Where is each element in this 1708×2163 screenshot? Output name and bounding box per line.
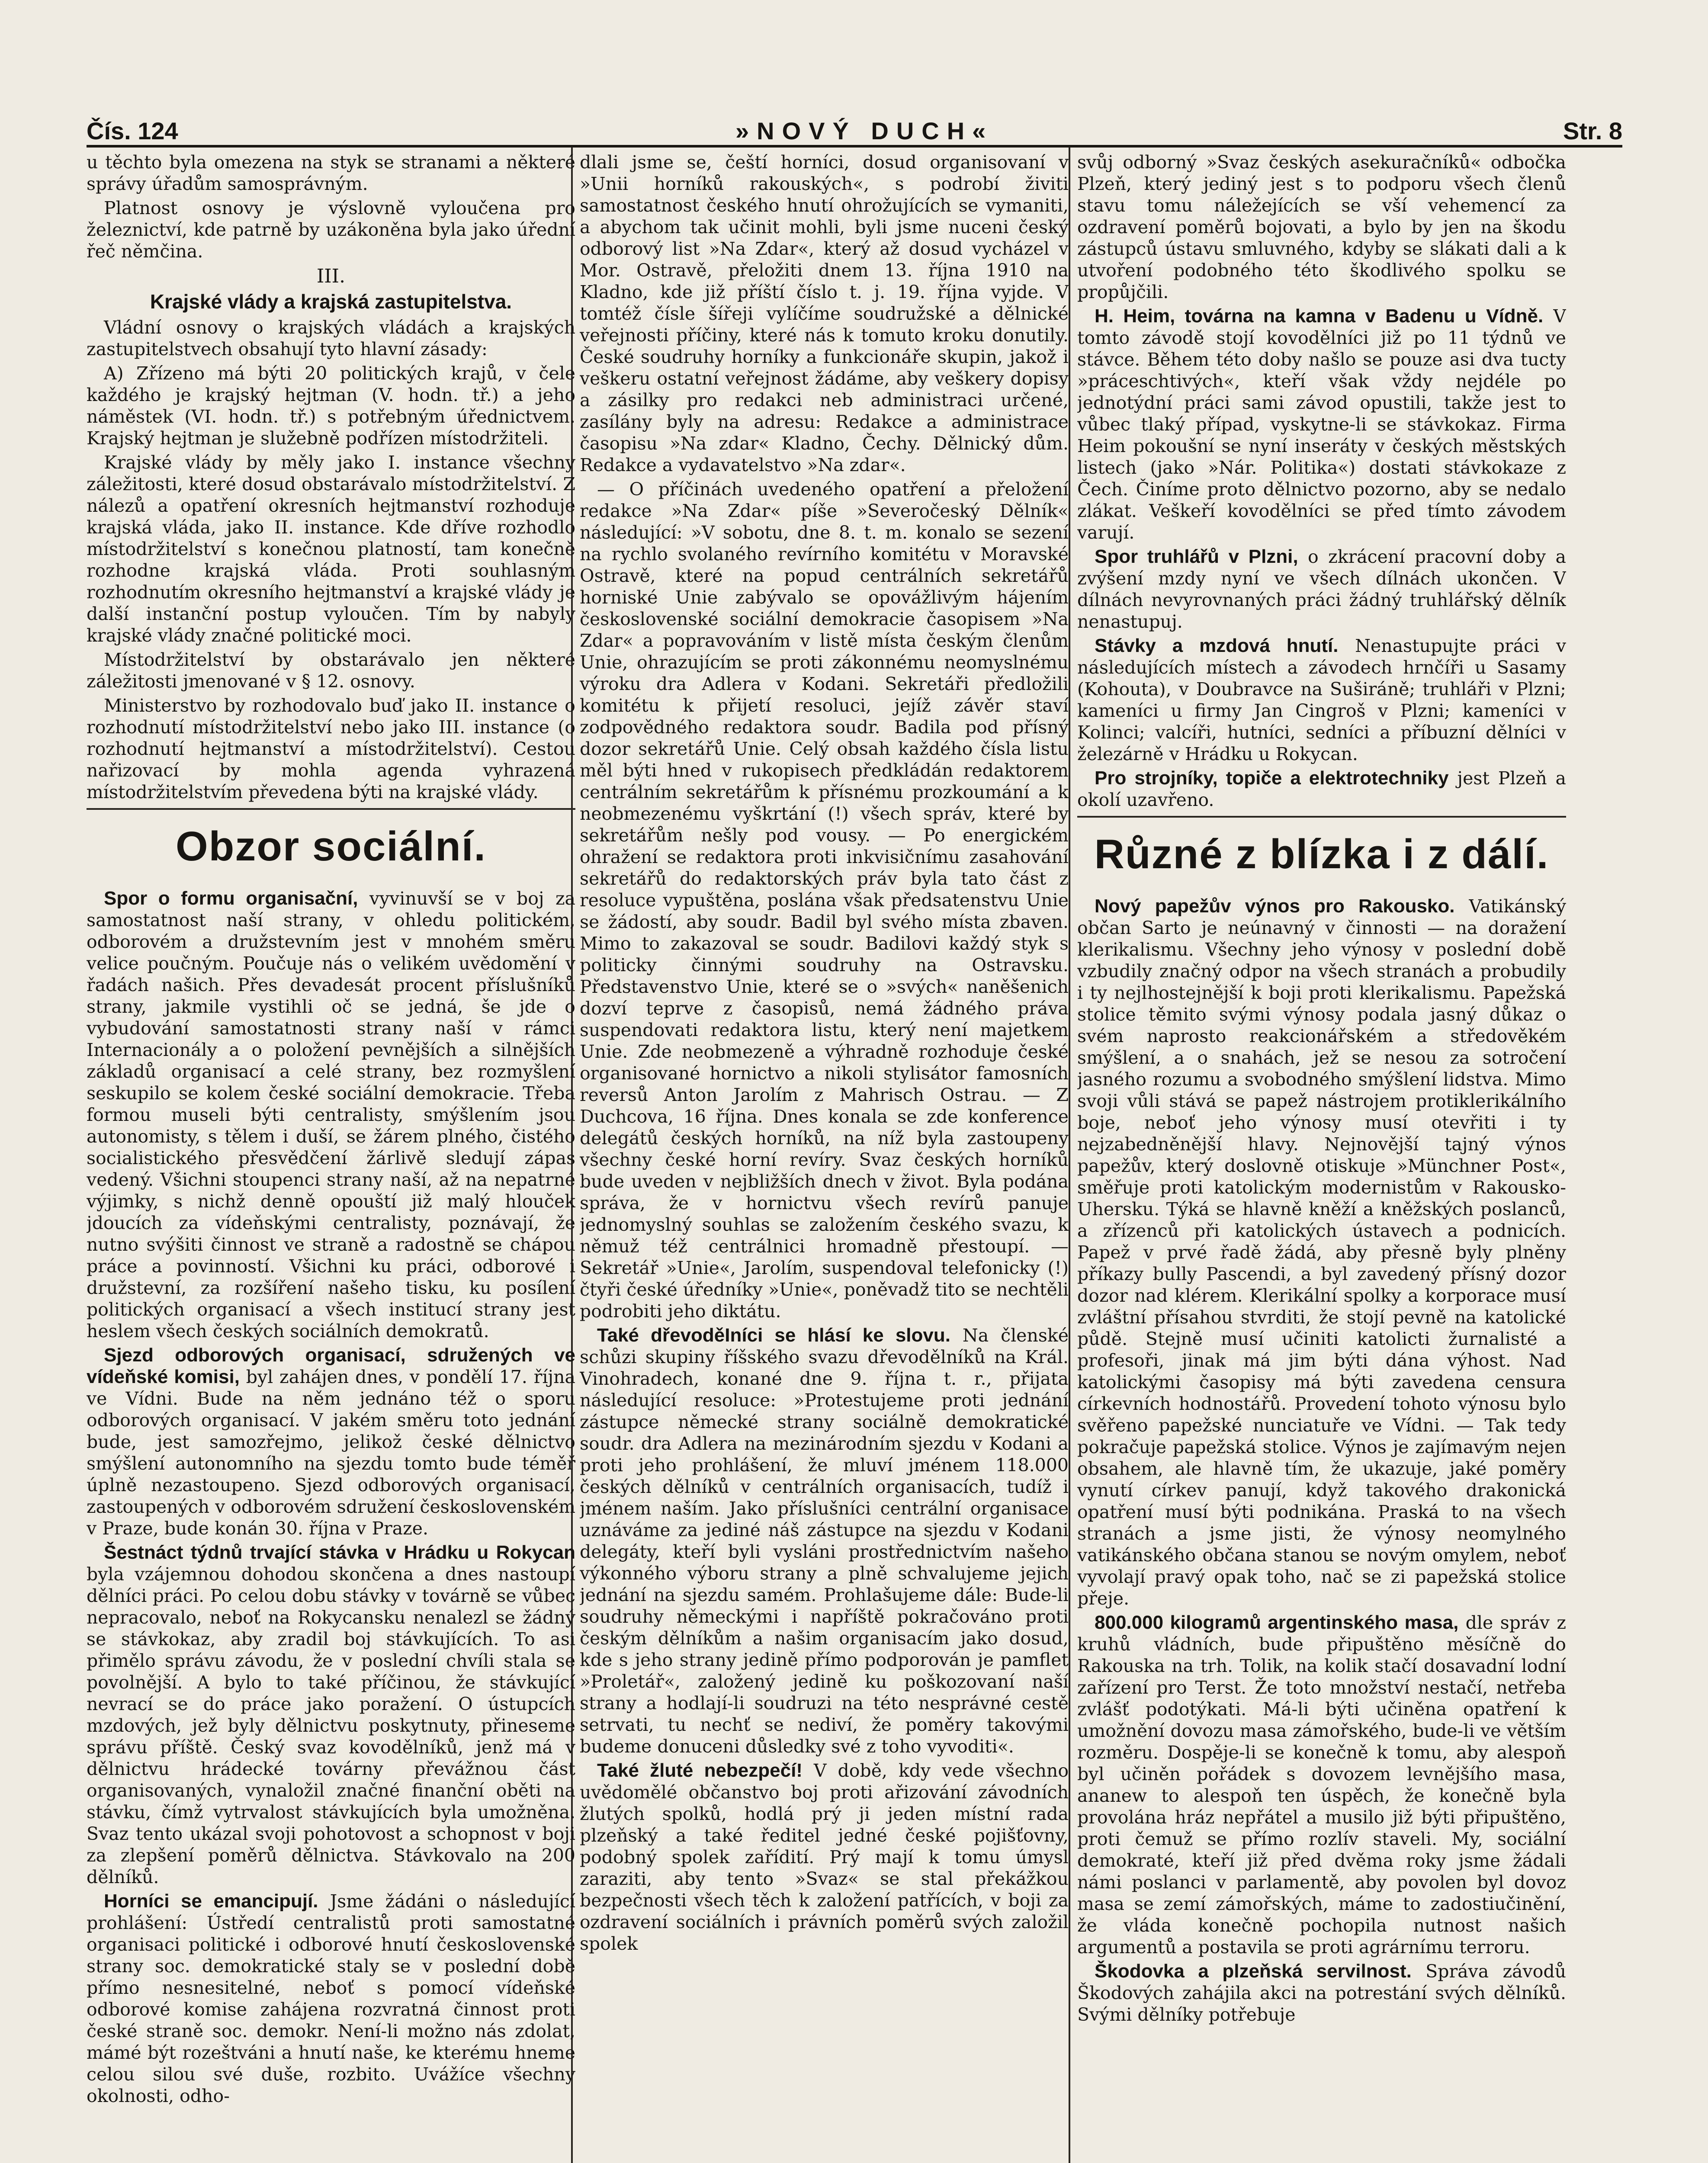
- article-lead: Také dřevoděIníci se hlásí ke slovu.: [597, 1325, 950, 1346]
- section-number: III.: [316, 265, 346, 287]
- paragraph: Platnost osnovy je výslovně vyloučena pro železnictví, kde patrně by uzákoněna byla jako úřední řeč němčina.: [87, 198, 575, 262]
- article-body: byla vzájemnou dohodou skončena a dnes nastoupí dělníci práci. Po celou dobu stávky v továrně se vůbec nepracovalo, neboť na Rokycansku nenalezl se žádný se stávkokaz, aby zradil boj stávkujících. To asi přimělo správu závodu, že v poslední chvíli stala se povolnější. A bylo to také příčinou, že stávkující nevrací se do práce jako poražení. O ústupcích mzdových, jež byly dělnictvu poskytnuty, přineseme správu příště. Český svaz kovodělníků, jenž má v dělnictvu hrádecké továrny převážnou část organisovaných, vynaložil značné finanční oběti na stávku, čímž vytrvalost stávkujících byla umožněna. Svaz tento ukázal svoji pohotovost a schopnost v boji za zlepšení poměrů dělnictva. Stávkovalo na 200 dělníků.: [87, 1564, 575, 1887]
- article: [580, 1325, 1069, 1757]
- article: [1077, 767, 1566, 811]
- paragraph: u těchto byla omezena na styk se stranami a některé správy úřadům samosprávným.: [87, 152, 575, 194]
- article: [1077, 1961, 1566, 2025]
- article-lead: Nový papežův výnos pro Rakousko.: [1095, 895, 1455, 917]
- article-lead: Spor o formu organisační,: [104, 888, 358, 909]
- article-body: jest Plzeň a okolí uzavřeno.: [1077, 768, 1566, 810]
- article-body: V tomto závodě stojí kovodělníci již po 11 týdnů ve stávce. Během této doby našlo se pouze asi dva tucty »práceschtivých«, kteří však vždy nejdéle po jednotýdní práci sami závod opustili, takže jest to vůbec tlaký případ, vyskytne-li se stávkokaz. Firma Heim pokoušní se nyní inseráty v českých městských listech (jako »Nár. Politika«) dostati stávkokaze z Čech. Činíme proto dělnictvo pozorno, aby se nedalo zlákat. Veškeří kovodělníci se před tímto závodem varují.: [1077, 306, 1566, 543]
- paragraph: A) Zřízeno má býti 20 politických krajů, v čele každého je krajský hejtman (V. hodn. tř.) a jeho náměstek (VI. hodn. tř.) s potřebným úřednictvem. Krajský hejtman je služebně podřízen místodržiteli.: [87, 363, 575, 449]
- article-body: Na členské schůzi skupiny říšského svazu dřevodělníků na Král. Vinohradech, konané dne 9. října t. r., přijata následující resoluce: »Protestujeme proti jednání zástupce německé strany sociálně demokratické soudr. dra Adlera na mezinárodním sjezdu v Kodani a proti jeho prohlášení, že mluví jménem 118.000 českých dělníků v centrálních organisacích, tudíž i jménem naším. Jako příslušníci centrální organisace uznáváme za jediné náš zástupce na sjezdu v Kodani delegáty, kteří byli vysláni prostřednictvím našeho výkonného výboru strany a plně schvalujeme jejich jednání na sjezdu samém. Prohlašujeme dále: Bude-li soudruhy německými i napříště pokračováno proti českým dělníkům a našim organisacím jako dosud, kde s jeho strany jedině přímo podporován je pamflet »Proletář«, založený jedině ku poškozovaní naší strany a hodlají-li soudruzi na této nesprávné cestě setrvati, tu nechť se nediví, že poměry takovými budeme donuceni důsledky své z toho vyvoditi«.: [580, 1325, 1069, 1757]
- article-body: V době, kdy vede všechno uvědomělé občanstvo boj proti ařizování závodních žlutých spolků, hodlá prý ji jeden místní rada plzeňský a také ředitel jedné české pojišťovny, podobný spolek zařídití. Prý mají k tomu úmysl zaraziti, aby tento »Svaz« se stal překážkou bezpečnosti všech těch k založení patřících, v boji za ozdravení sociálních i právních poměrů svých založil spolek: [580, 1760, 1069, 1954]
- article: [1077, 895, 1566, 1609]
- article-body: vyvinuvší se v boj za samostatnost naší strany, v ohledu politickém, odborovém a družstevním jest v mnohém směru velice poučným. Poučuje nás o velikém uvědomění v řadách našich. Přes devadesát procent příslušníků strany, jakmile vystihli oč se jedná, še jde o vybudování samostatnosti strany naší v rámci Internacionály a o položení pevnějších a silnějších základů organisací a celé strany, bez rozmyšlení seskupilo se kolem české sociální demokracie. Třeba formou museli býti centralisty, smýšlením jsou autonomisty, s tělem i duší, se žárem plného, čistého socialistického přesvědčení žárlivě sledují zápas vedený. Všichni stoupenci strany naší, až na nepatrné výjimky, s nichž denně opouští již malý hlouček jdoucích za vídeňskými centralisty, poznávají, že nutno svýšiti činnost ve straně a radostně se chápou práce a povinností. Všichni ku práci, odborové i družstevní, za rozšíření našeho tisku, ku posílení politických organisací a všech institucí strany jest heslem všech českých sociálních demokratů.: [87, 888, 575, 1341]
- article-lead: Také žluté nebezpečí!: [597, 1760, 803, 1781]
- newspaper-title: »NOVÝ DUCH«: [735, 117, 994, 144]
- paragraph: svůj odborný »Svaz českých asekuračníků« odbočka Plzeň, který jediný jest s to podporu všech členů stavu tomu náležejících se vší vehemencí za ozdravení poměrů bojovati, a bylo by jen na škodu zástupců ústavu smluvného, kdyby se slákati dali a k utvoření podobného této škodlivého spolku se propůjčili.: [1077, 152, 1566, 302]
- paragraph: dlali jsme se, čeští horníci, dosud organisovaní v »Unii horníků rakouských«, s podrobí živiti samostatnost českého hnutí ohrožujících se vymaniti, a abychom tak učinit mohli, byli jsme nuceni český odborový list »Na Zdar«, který až dosud vycházel v Mor. Ostravě, přeložiti dnem 13. října 1910 na Kladno, kde již příští číslo t. j. 19. října vyjde. V tomtéž čísle šířeji vylíčíme soudružské a dělnické veřejnosti příčiny, které nás k tomuto kroku donutily. České soudruhy horníky a funkcionáře skupin, jakož i veškeru ostatní veřejnost žádáme, aby veškery dopisy a zásilky pro redakci neb administraci určené, zasílány byly na adresu: Redakce a administrace časopisu »Na zdar« Kladno, Čechy. Dělnický dům. Redakce a vydavatelstvo »Na zdar«.: [580, 152, 1069, 475]
- section-heading: Obzor sociální.: [175, 823, 487, 870]
- article-lead: Škodovka a plzeňská servilnost.: [1095, 1961, 1412, 1982]
- article: [1077, 1612, 1566, 1958]
- article-body: Vatikánský občan Sarto je neúnavný v činnosti — na doražení klerikalismu. Všechny jeho výnosy v poslední době vzbudily značný odpor na všech stranách a probudily i ty nejlhostejnější k boji proti klerikalismu. Papežská stolice těmito svými výnosy podala jasný důkaz o svém naprosto reakcionářském a středověkém smýšlení, a o snahách, jež se nesou za sotročení jasného rozumu a svobodného smýšlení lidstva. Mimo svoji vůli stává se papež nástrojem protiklerikálního boje, neboť jeho výnosy musí otevřiti i ty nejzabedněnější hlavy. Nejnovější tajný výnos papežův, který doslovně otiskuje »Münchner Post«, směřuje proti katolickým modernistům v Rakousko-Uhersku. Týká se hlavně kněží a kněžských poslanců, a zřízenců při katolických ústavech a podnicích. Papež v prvé řadě žádá, aby přesně byly plněny příkazy bully Pascendi, a byl zavedený přísný dozor dozor nad klérem. Klerikální spolky a korporace musí zvláštní přísahou stvrditi, že stojí pevně na katolické půdě. Stejně musí učiniti katolicti žurnalisté a profesoři, jinak má jim býti dána výhost. Nad katolickými časopisy má býti zavedena censura církevních hodnostářů. Provedení tohoto výnosu bylo svěřeno papežské nunciatuře ve Vídni. — Tak tedy pokračuje papežská stolice. Výnos je zajímavým nejen obsahem, ale hlavně tím, že ukazuje, jaké poměry vynutí církev panují, když takového drakonická opatření musí býti podnikána. Praská to na všech stranách a jsme jisti, že výnosy neomylného vatikánského občana stanou se novým omylem, neboť vyvolají pravý opak toho, nač se zi papežská stolice přeje.: [1077, 896, 1566, 1609]
- article: [87, 1542, 575, 1888]
- article-lead: Pro strojníky, topiče a elektrotechniky: [1095, 767, 1449, 789]
- section-title: Krajské vlády a krajská zastupitelstva.: [150, 290, 512, 313]
- article-lead: Spor truhlářů v Plzni,: [1095, 546, 1298, 567]
- article: [87, 888, 575, 1342]
- article-body: byl zahájen dnes, v pondělí 17. října ve Vídni. Bude na něm jednáno též o sporu odborových organisací. V jakém směru toto jednání bude, jest samozřejmo, jelikož české dělnictvo smýšlení autonomního na sjezdu tomto bude téměř úplně nezastoupeno. Sjezd odborových organisací, zastoupených v odborovém sdružení československém v Praze, bude konán 30. října v Praze.: [87, 1367, 575, 1539]
- article-lead: Horníci se emancipují.: [104, 1890, 318, 1912]
- article-body: o zkrácení pracovní doby a zvýšení mzdy nyní ve všech dílnách ukončen. V dílnách nevyrovnaných práci žádný truhlářský dělník nenastupuj.: [1077, 546, 1566, 632]
- article-lead: Sjezd odborových organisací, sdružených ve vídeňské komisi,: [87, 1345, 575, 1387]
- paragraph: Místodržitelství by obstarávalo jen některé záležitosti jmenované v § 12. osnovy.: [87, 649, 575, 692]
- article: [1077, 305, 1566, 543]
- article-body: dle správ z kruhů vládních, bude připuštěno měsíčně do Rakouska na trh. Tolik, na kolik stačí dosavadní lodní zařízení pro Terst. Že toto množství nestačí, netřeba zvlášť podotýkati. Má-li býti učiněna opatření k umožnění dovozu masa zámořského, bude-li ve větším rozměru. Dospěje-li se konečně k tomu, aby alespoň byl učiněn pořádek s dovozem levnějšího masa, ananew to alespoň ten úspěch, že konečně byla provolána hráz nepřátel a musilo již býti připuštěno, proti čemuž se přímo rozlív staveli. My, sociální demokraté, kteří již před dvěma roky jsme žádali námi poslanci v parlamentě, aby povolen byl dovoz masa se zemí zámořských, máme to zadostiučinění, že vláda konečně pochopila nutnost našich argumentů a postavila se proti agrárnímu terroru.: [1077, 1612, 1566, 1958]
- article: [1077, 546, 1566, 632]
- article: [580, 1760, 1069, 1954]
- paragraph: Vládní osnovy o krajských vládách a krajských zastupitelstvech obsahují tyto hlavní zásady:: [87, 317, 575, 359]
- article: [87, 1345, 575, 1539]
- paragraph: Ministerstvo by rozhodovalo buď jako II. instance o rozhodnutí místodržitelství nebo jako III. instance (o rozhodnutí hejtmanství a místodržitelství). Cestou nařizovací by mohla agenda vyhrazená místodržitelstvím převedena býti na krajské vlády.: [87, 695, 575, 802]
- article-body: Správa závodů Škodových zahájila akci na potrestání svých dělníků. Svými dělníky potřebuje: [1077, 1961, 1566, 2025]
- issue-number: Čís. 124: [87, 117, 178, 144]
- section-rule: [1077, 816, 1566, 818]
- article-lead: H. Heim, továrna na kamna v Badenu u Vídně.: [1095, 305, 1544, 327]
- article-body: Jsme žádáni o následující prohlášení: Ústředí centralistů proti samostatné organisaci politické i odborové hnutí československé strany soc. demokratické staly se v poslední době přímo nesnesitelné, neboť s pomocí vídeňské odborové komise zahájena rozvratná činnost proti české straně soc. demokr. Není-li možno nás zdolat, mámé být rozeštváni a hnutí naše, ke kterému hneme celou silou své duše, rozbito. Uvážíce všechny okolnosti, odho-: [87, 1891, 575, 2106]
- column-1: [87, 151, 575, 2163]
- article-body: Nenastupujte práci v následujících místech a závodech hrnčíři u Sasamy (Kohouta), v Doubravce na Suširáně; truhláři v Plzni; kameníci u firmy Jan Cingroš v Plzni; kameníci v Kolinci; valcíři, hutníci, sedníci a příbuzní dělníci v železárně v Hrádku u Rokycan.: [1077, 635, 1566, 764]
- column-divider: [1069, 147, 1070, 2163]
- section-heading: Různé z blízka i z dálí.: [1094, 831, 1549, 877]
- article: [87, 1890, 575, 2107]
- paragraph: — O příčinách uvedeného opatření a přeložení redakce »Na Zdar« píše »Severočeský Dělník« následující: »V sobotu, dne 8. t. m. konalo se sezení na rychlo svolaného revírního komitétu v Moravské Ostravě, které na popud centrálních sekretářů horniské Unie zabývalo se opovážlivým hájením československé sociální demokracie časopisem »Na Zdar« a popravováním v listě místa českým členům Unie, ohrazujícím se proti zákonnému neomyslnému výroku dra Adlera v Kodani. Sekretáři předložili komitétu k přijetí resoluci, jejíž závěr staví zodpovědného redaktora soudr. Badila pod přísný dozor sekretářů Unie. Celý obsah každého čísla listu měl býti hned v rukopisech předkládán redaktorem centrálním sekretářům k přísnému prozkoumání a k neobmezenému vyškrtání (!) všech správ, které by sekretářům nešly pod vousy. — Po energickém ohražení se redaktora proti inkvisičnímu zasahování sekretářů do redaktorských práv byla tato část z resoluce vypuštěna, poslána však předsatenstvu Unie se žádostí, aby soudr. Badil byl svého místa zbaven. Mimo to zakazoval se soudr. Badilovi každý styk s politicky činnými soudruhy na Ostravsku. Představenstvo Unie, které se o »svých« naněšenich dozví teprve z časopisů, nemá žádného práva suspendovati redaktora listu, který není majetkem Unie. Zde neobmezeně a výhradně rozhoduje české organisované hornictvo a nikoli stylisátor famosních reversů Anton Jarolím z Mahrisch Ostrau. — Z Duchcova, 16 října. Dnes konala se zde konference delegátů českých horníků, na níž byla zastoupeny všechny české horní revíry. Svaz českých horníků bude uveden v nejbližších dnech v život. Byla podána správa, že v hornictvu všech revírů panuje jednomyslný souhlas se založením českého svazu, k němuž též centrálnici hromadně přestoupí. — Sekretář »Unie«, Jarolím, suspendoval telefonicky (!) čtyři české úředníky »Unie«, poněvadž tito se nechtěli podrobiti jeho diktátu.: [580, 479, 1069, 1322]
- article-lead: Šestnáct týdnů trvající stávka v Hrádku u Rokycan: [104, 1542, 575, 1563]
- article-lead: Stávky a mzdová hnutí.: [1095, 635, 1339, 656]
- article: [1077, 635, 1566, 765]
- section-rule: [87, 808, 575, 810]
- header-rule: [87, 145, 1622, 148]
- article-lead: 800.000 kilogramů argentinského masa,: [1095, 1612, 1459, 1633]
- page-number: Str. 8: [1563, 117, 1622, 144]
- column-2: [580, 151, 1069, 2163]
- paragraph: Krajské vlády by měly jako I. instance všechny záležitosti, které dosud obstarávalo místodržitelství. Z nálezů a opatření okresních hejtmanství rozhoduje krajská vláda, jako II. instance. Kde dříve rozhodlo místodržitelství s konečnou platností, tam konečně rozhodne krajská vláda. Proti souhlasným rozhodnutím okresního hejtmanství a krajské vlády je další instanční postup vyloučen. Tím by nabyly krajské vlády značné politické moci.: [87, 452, 575, 646]
- column-3: [1077, 151, 1566, 2163]
